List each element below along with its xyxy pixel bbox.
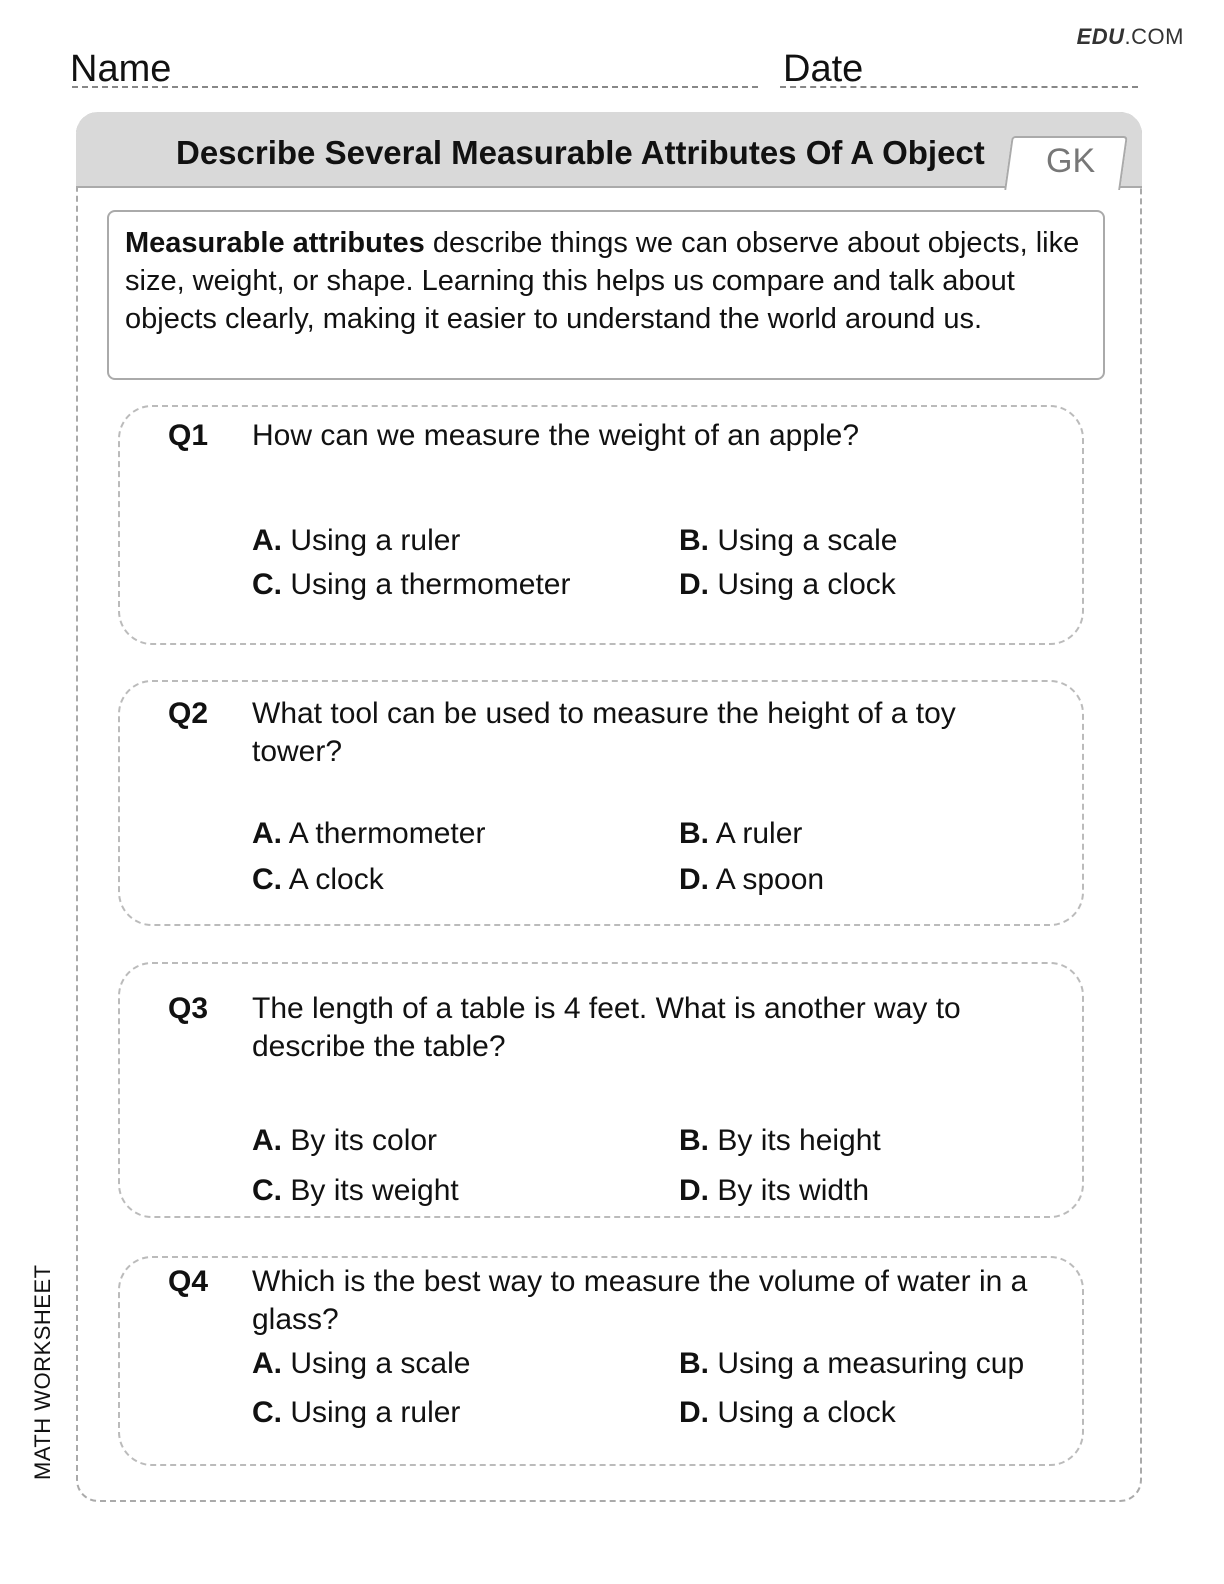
option-letter: D. [679, 1396, 709, 1429]
option-text: Using a clock [717, 1396, 896, 1429]
option-letter: B. [679, 1124, 709, 1157]
option-c[interactable] [252, 1396, 460, 1430]
option-letter: C. [252, 1174, 282, 1207]
question-text: How can we measure the weight of an apple? [252, 419, 860, 452]
question-number: Q4 [168, 1265, 209, 1298]
option-text: By its height [717, 1124, 881, 1157]
option-letter: D. [679, 568, 709, 601]
option-letter: C. [252, 1396, 282, 1429]
intro-text: describe things we can observe about objects, like size, weight, or shape. Learning this helps us compare and talk about objects clearly, making it easier to understand the world around us. [125, 227, 1080, 335]
option-a[interactable] [252, 817, 485, 851]
name-label: Name [70, 48, 172, 90]
option-letter: A. [252, 1347, 282, 1380]
intro-box [107, 210, 1105, 380]
option-a[interactable] [252, 1124, 437, 1158]
option-text: Using a scale [717, 524, 898, 557]
question-text: Which is the best way to measure the volume of water in a glass? [252, 1265, 1028, 1336]
name-field[interactable] [72, 86, 758, 88]
option-letter: B. [679, 817, 709, 850]
option-text: Using a thermometer [290, 568, 571, 601]
option-letter: C. [252, 863, 282, 896]
question-text: What tool can be used to measure the height of a toy tower? [252, 697, 956, 768]
option-text: Using a clock [717, 568, 896, 601]
brand-logo-rest: .COM [1124, 24, 1184, 49]
option-text: Using a measuring cup [717, 1347, 1025, 1380]
option-text: A spoon [715, 863, 825, 896]
option-letter: D. [679, 863, 709, 896]
option-text: By its weight [290, 1174, 459, 1207]
option-text: A clock [288, 863, 384, 896]
option-a[interactable] [252, 524, 460, 558]
date-field[interactable] [780, 86, 1138, 88]
brand-logo [1077, 24, 1184, 50]
option-d[interactable] [679, 1396, 896, 1430]
option-d[interactable] [679, 568, 896, 602]
option-text: A thermometer [288, 817, 486, 850]
option-letter: A. [252, 817, 282, 850]
option-letter: A. [252, 524, 282, 557]
option-text: By its width [717, 1174, 870, 1207]
option-text: Using a ruler [290, 1396, 461, 1429]
option-letter: B. [679, 1347, 709, 1380]
option-c[interactable] [252, 863, 384, 897]
option-letter: C. [252, 568, 282, 601]
intro-term: Measurable attributes [125, 227, 425, 259]
option-letter: B. [679, 524, 709, 557]
option-text: By its color [290, 1124, 438, 1157]
option-a[interactable] [252, 1347, 470, 1381]
option-text: A ruler [715, 817, 803, 850]
question-number: Q1 [168, 419, 209, 452]
option-letter: D. [679, 1174, 709, 1207]
option-b[interactable] [679, 817, 802, 851]
option-text: Using a scale [290, 1347, 471, 1380]
option-b[interactable] [679, 1347, 1024, 1381]
grade-label: GK [1046, 142, 1096, 180]
worksheet-title: Describe Several Measurable Attributes Of A Object [176, 134, 985, 171]
option-b[interactable] [679, 524, 897, 558]
side-label: MATH WORKSHEET [30, 1264, 55, 1480]
option-c[interactable] [252, 1174, 459, 1208]
option-c[interactable] [252, 568, 570, 602]
brand-logo-bold: EDU [1076, 24, 1125, 49]
option-d[interactable] [679, 1174, 869, 1208]
question-number: Q3 [168, 992, 209, 1025]
option-letter: A. [252, 1124, 282, 1157]
option-text: Using a ruler [290, 524, 461, 557]
option-b[interactable] [679, 1124, 881, 1158]
question-number: Q2 [168, 697, 209, 730]
date-label: Date [783, 48, 864, 90]
question-text: The length of a table is 4 feet. What is another way to describe the table? [252, 992, 961, 1063]
option-d[interactable] [679, 863, 824, 897]
